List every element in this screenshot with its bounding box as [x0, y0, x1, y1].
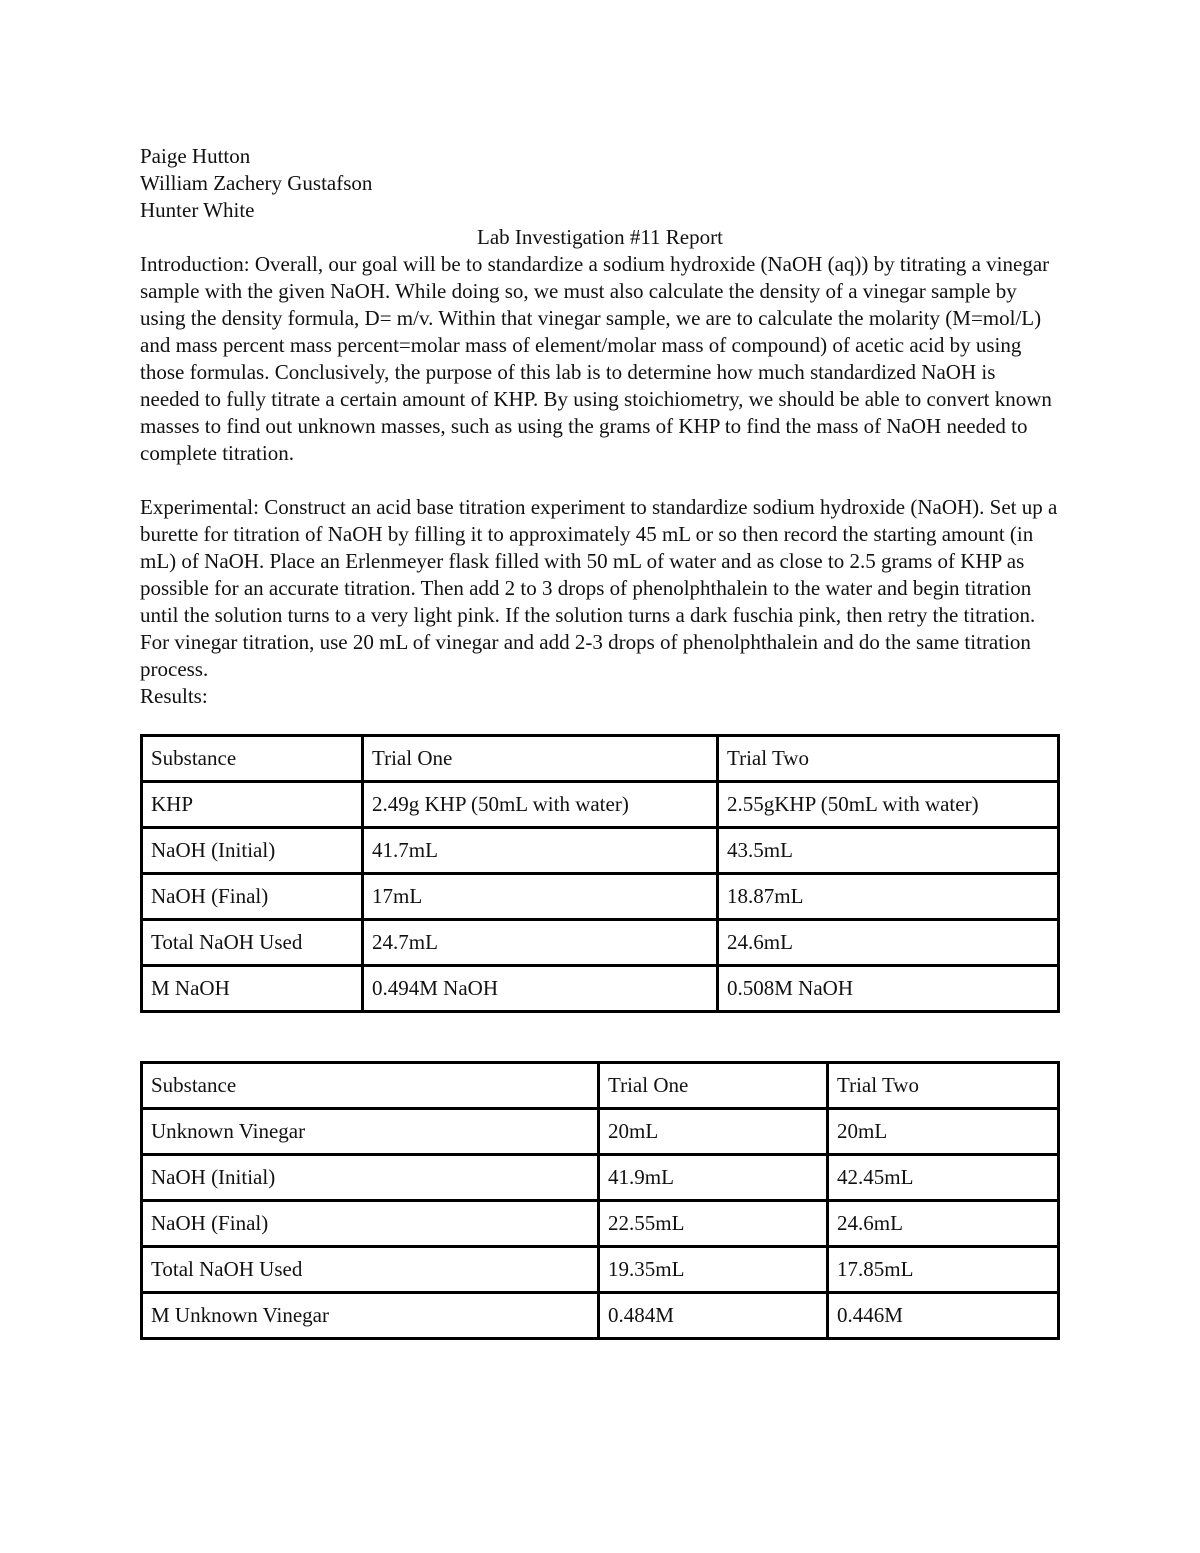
table-cell: 0.508M NaOH	[718, 966, 1059, 1012]
table-cell: Trial One	[363, 736, 718, 782]
table-cell: 0.484M	[599, 1293, 828, 1339]
table-cell: Substance	[142, 1063, 599, 1109]
table-row	[142, 1109, 1059, 1155]
author-name: Hunter White	[140, 198, 255, 222]
table-cell: Substance	[142, 736, 363, 782]
table-row	[142, 828, 1059, 874]
report-title: Lab Investigation #11 Report	[477, 225, 723, 249]
table-cell: NaOH (Initial)	[142, 828, 363, 874]
table-row	[142, 1247, 1059, 1293]
table-cell: 0.494M NaOH	[363, 966, 718, 1012]
table-header-row	[142, 1063, 1059, 1109]
table-cell: Total NaOH Used	[142, 920, 363, 966]
table-row	[142, 782, 1059, 828]
table-cell: 2.49g KHP (50mL with water)	[363, 782, 718, 828]
vinegar-titration-table	[140, 1061, 1060, 1340]
table-cell: 2.55gKHP (50mL with water)	[718, 782, 1059, 828]
table-cell: Trial Two	[718, 736, 1059, 782]
table-row	[142, 920, 1059, 966]
table-cell: 24.6mL	[828, 1201, 1059, 1247]
table-cell: 22.55mL	[599, 1201, 828, 1247]
author-name: Paige Hutton	[140, 144, 251, 168]
table-row	[142, 966, 1059, 1012]
table-row	[142, 1293, 1059, 1339]
table-cell: 41.7mL	[363, 828, 718, 874]
table-cell: 17mL	[363, 874, 718, 920]
introduction-paragraph: Introduction: Overall, our goal will be to standardize a sodium hydroxide (NaOH (aq)) by titrating a vinegar sample with the given NaOH. While doing so, we must also calculate the density of a vinegar sample by using the density formula, D= m/v. Within that vinegar sample, we are to calculate the molarity (M=mol/L) and mass percent mass percent=molar mass of element/molar mass of compound) of acetic acid by using those formulas. Conclusively, the purpose of this lab is to determine how much standardized NaOH is needed to fully titrate a certain amount of KHP. By using stoichiometry, we should be able to convert known masses to find out unknown masses, such as using the grams of KHP to find the mass of NaOH needed to complete titration.	[140, 252, 1052, 465]
table-cell: 24.6mL	[718, 920, 1059, 966]
table-cell: Unknown Vinegar	[142, 1109, 599, 1155]
table-cell: NaOH (Initial)	[142, 1155, 599, 1201]
table-cell: Trial One	[599, 1063, 828, 1109]
table-cell: 18.87mL	[718, 874, 1059, 920]
table-cell: Trial Two	[828, 1063, 1059, 1109]
table-cell: 0.446M	[828, 1293, 1059, 1339]
table-cell: 24.7mL	[363, 920, 718, 966]
author-name: William Zachery Gustafson	[140, 171, 373, 195]
table-cell: NaOH (Final)	[142, 874, 363, 920]
table-cell: 42.45mL	[828, 1155, 1059, 1201]
table-cell: M Unknown Vinegar	[142, 1293, 599, 1339]
table-cell: 17.85mL	[828, 1247, 1059, 1293]
table-header-row	[142, 736, 1059, 782]
table-row	[142, 1201, 1059, 1247]
table-cell: M NaOH	[142, 966, 363, 1012]
table-cell: NaOH (Final)	[142, 1201, 599, 1247]
table-cell: 19.35mL	[599, 1247, 828, 1293]
table-cell: Total NaOH Used	[142, 1247, 599, 1293]
table-cell: KHP	[142, 782, 363, 828]
table-cell: 20mL	[828, 1109, 1059, 1155]
table-cell: 41.9mL	[599, 1155, 828, 1201]
table-cell: 43.5mL	[718, 828, 1059, 874]
results-heading: Results:	[140, 684, 208, 708]
table-row	[142, 874, 1059, 920]
naoh-standardization-table	[140, 734, 1060, 1013]
document-page	[140, 143, 1060, 1340]
table-row	[142, 1155, 1059, 1201]
table-cell: 20mL	[599, 1109, 828, 1155]
experimental-paragraph: Experimental: Construct an acid base titration experiment to standardize sodium hydroxide (NaOH). Set up a burette for titration of NaOH by filling it to approximately 45 mL or so then record the starting amount (in mL) of NaOH. Place an Erlenmeyer flask filled with 50 mL of water and as close to 2.5 grams of KHP as possible for an accurate titration. Then add 2 to 3 drops of phenolphthalein to the water and begin titration until the solution turns to a very light pink. If the solution turns a dark fuschia pink, then retry the titration. For vinegar titration, use 20 mL of vinegar and add 2-3 drops of phenolphthalein and do the same titration process.	[140, 495, 1058, 681]
